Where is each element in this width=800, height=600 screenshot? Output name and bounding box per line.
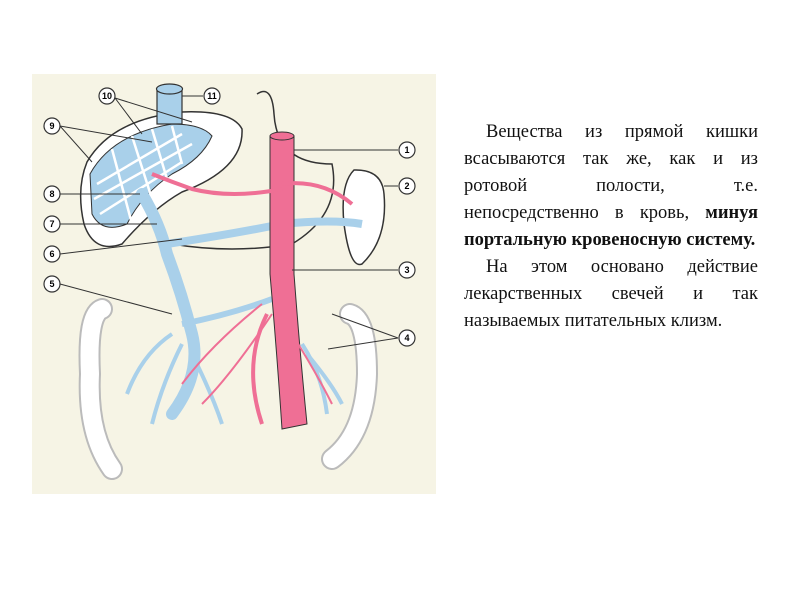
svg-text:3: 3: [404, 265, 410, 275]
svg-text:8: 8: [49, 189, 55, 199]
svg-text:9: 9: [49, 121, 55, 131]
callout-2: [384, 178, 415, 194]
svg-text:5: 5: [49, 279, 55, 289]
svg-text:4: 4: [404, 333, 410, 343]
callout-3: [292, 262, 415, 278]
explanation-text: [464, 119, 758, 335]
mesenteric-vein: [182, 299, 272, 324]
callout-11: [182, 88, 220, 104]
svg-text:10: 10: [101, 91, 113, 101]
paragraph-1-emphasis: минуя портальную кровеносную систему.: [464, 203, 758, 250]
spleen-outline: [343, 170, 384, 265]
portal-vein: [142, 194, 195, 414]
intestinal-vein-network: [127, 334, 342, 424]
aorta: [270, 136, 307, 429]
svg-text:7: 7: [49, 219, 55, 229]
svg-text:6: 6: [49, 249, 55, 259]
splenic-vein: [167, 222, 362, 245]
anatomy-illustration: [32, 74, 436, 494]
svg-text:11: 11: [207, 91, 217, 101]
paragraph-1: [464, 119, 758, 254]
svg-text:2: 2: [404, 181, 410, 191]
paragraph-2: На этом основано действие лекарственных свечей и так называемых питательных клизм.: [464, 257, 758, 331]
paragraph-1-text: Вещества из прямой кишки всасываются так же, как и из ротовой полости, т.е. непосредственно в кровь,: [464, 122, 758, 223]
portal-system-diagram: [32, 74, 436, 494]
callout-1: [294, 142, 415, 158]
svg-text:1: 1: [404, 145, 410, 155]
